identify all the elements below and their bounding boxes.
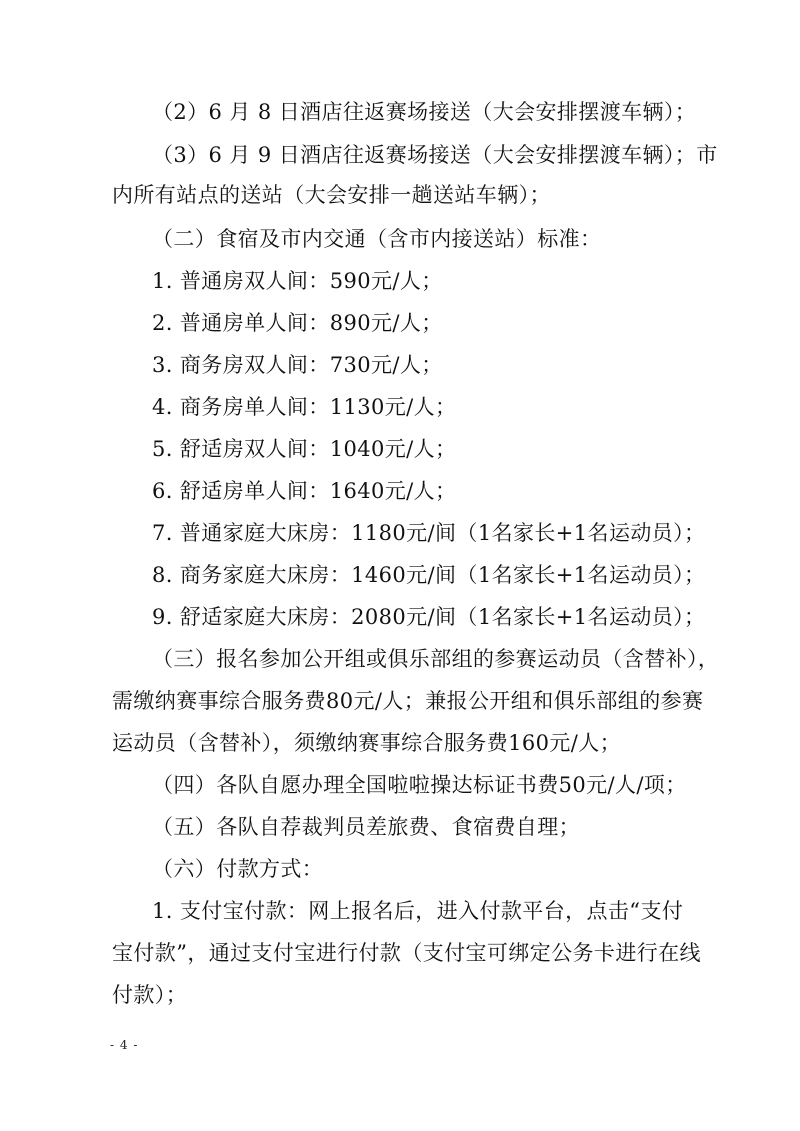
text-line-14: （三）报名参加公开组或俱乐部组的参赛运动员（含替补），: [152, 647, 720, 671]
text-line-9: 5. 舒适房双人间：1040元/人；: [152, 437, 457, 461]
text-line-12: 8. 商务家庭大床房：1460元/间（1名家长+1名运动员）；: [152, 563, 706, 587]
text-line-1: （2）6 月 8 日酒店往返赛场接送（大会安排摆渡车辆）；: [152, 100, 697, 124]
text-line-22: 付款）；: [112, 983, 188, 1007]
text-line-19: （六）付款方式：: [152, 857, 324, 881]
text-line-3: 内所有站点的送站（大会安排一趟送站车辆）；: [112, 183, 551, 207]
text-line-8: 4. 商务房单人间：1130元/人；: [152, 395, 457, 419]
text-line-15: 需缴纳赛事综合服务费80元/人；兼报公开组和俱乐部组的参赛: [112, 689, 704, 713]
text-line-13: 9. 舒适家庭大床房：2080元/间（1名家长+1名运动员）；: [152, 605, 706, 629]
text-line-16: 运动员（含替补），须缴纳赛事综合服务费160元/人；: [112, 731, 622, 755]
text-line-6: 2. 普通房单人间：890元/人；: [152, 311, 443, 335]
text-line-10: 6. 舒适房单人间：1640元/人；: [152, 479, 457, 503]
text-line-7: 3. 商务房双人间：730元/人；: [152, 353, 443, 377]
page-number: - 4 -: [110, 1038, 139, 1052]
text-line-4: （二）食宿及市内交通（含市内接送站）标准：: [152, 227, 602, 251]
text-line-21: 宝付款”，通过支付宝进行付款（支付宝可绑定公务卡进行在线: [112, 941, 701, 965]
text-line-17: （四）各队自愿办理全国啦啦操达标证书费50元/人/项；: [152, 773, 687, 797]
text-line-11: 7. 普通家庭大床房：1180元/间（1名家长+1名运动员）；: [152, 521, 706, 545]
text-line-2: （3）6 月 9 日酒店往返赛场接送（大会安排摆渡车辆）；市: [152, 143, 718, 167]
text-line-5: 1. 普通房双人间：590元/人；: [152, 269, 443, 293]
text-line-20: 1. 支付宝付款：网上报名后，进入付款平台，点击“支付: [152, 899, 684, 923]
text-line-18: （五）各队自荐裁判员差旅费、食宿费自理；: [152, 815, 580, 839]
